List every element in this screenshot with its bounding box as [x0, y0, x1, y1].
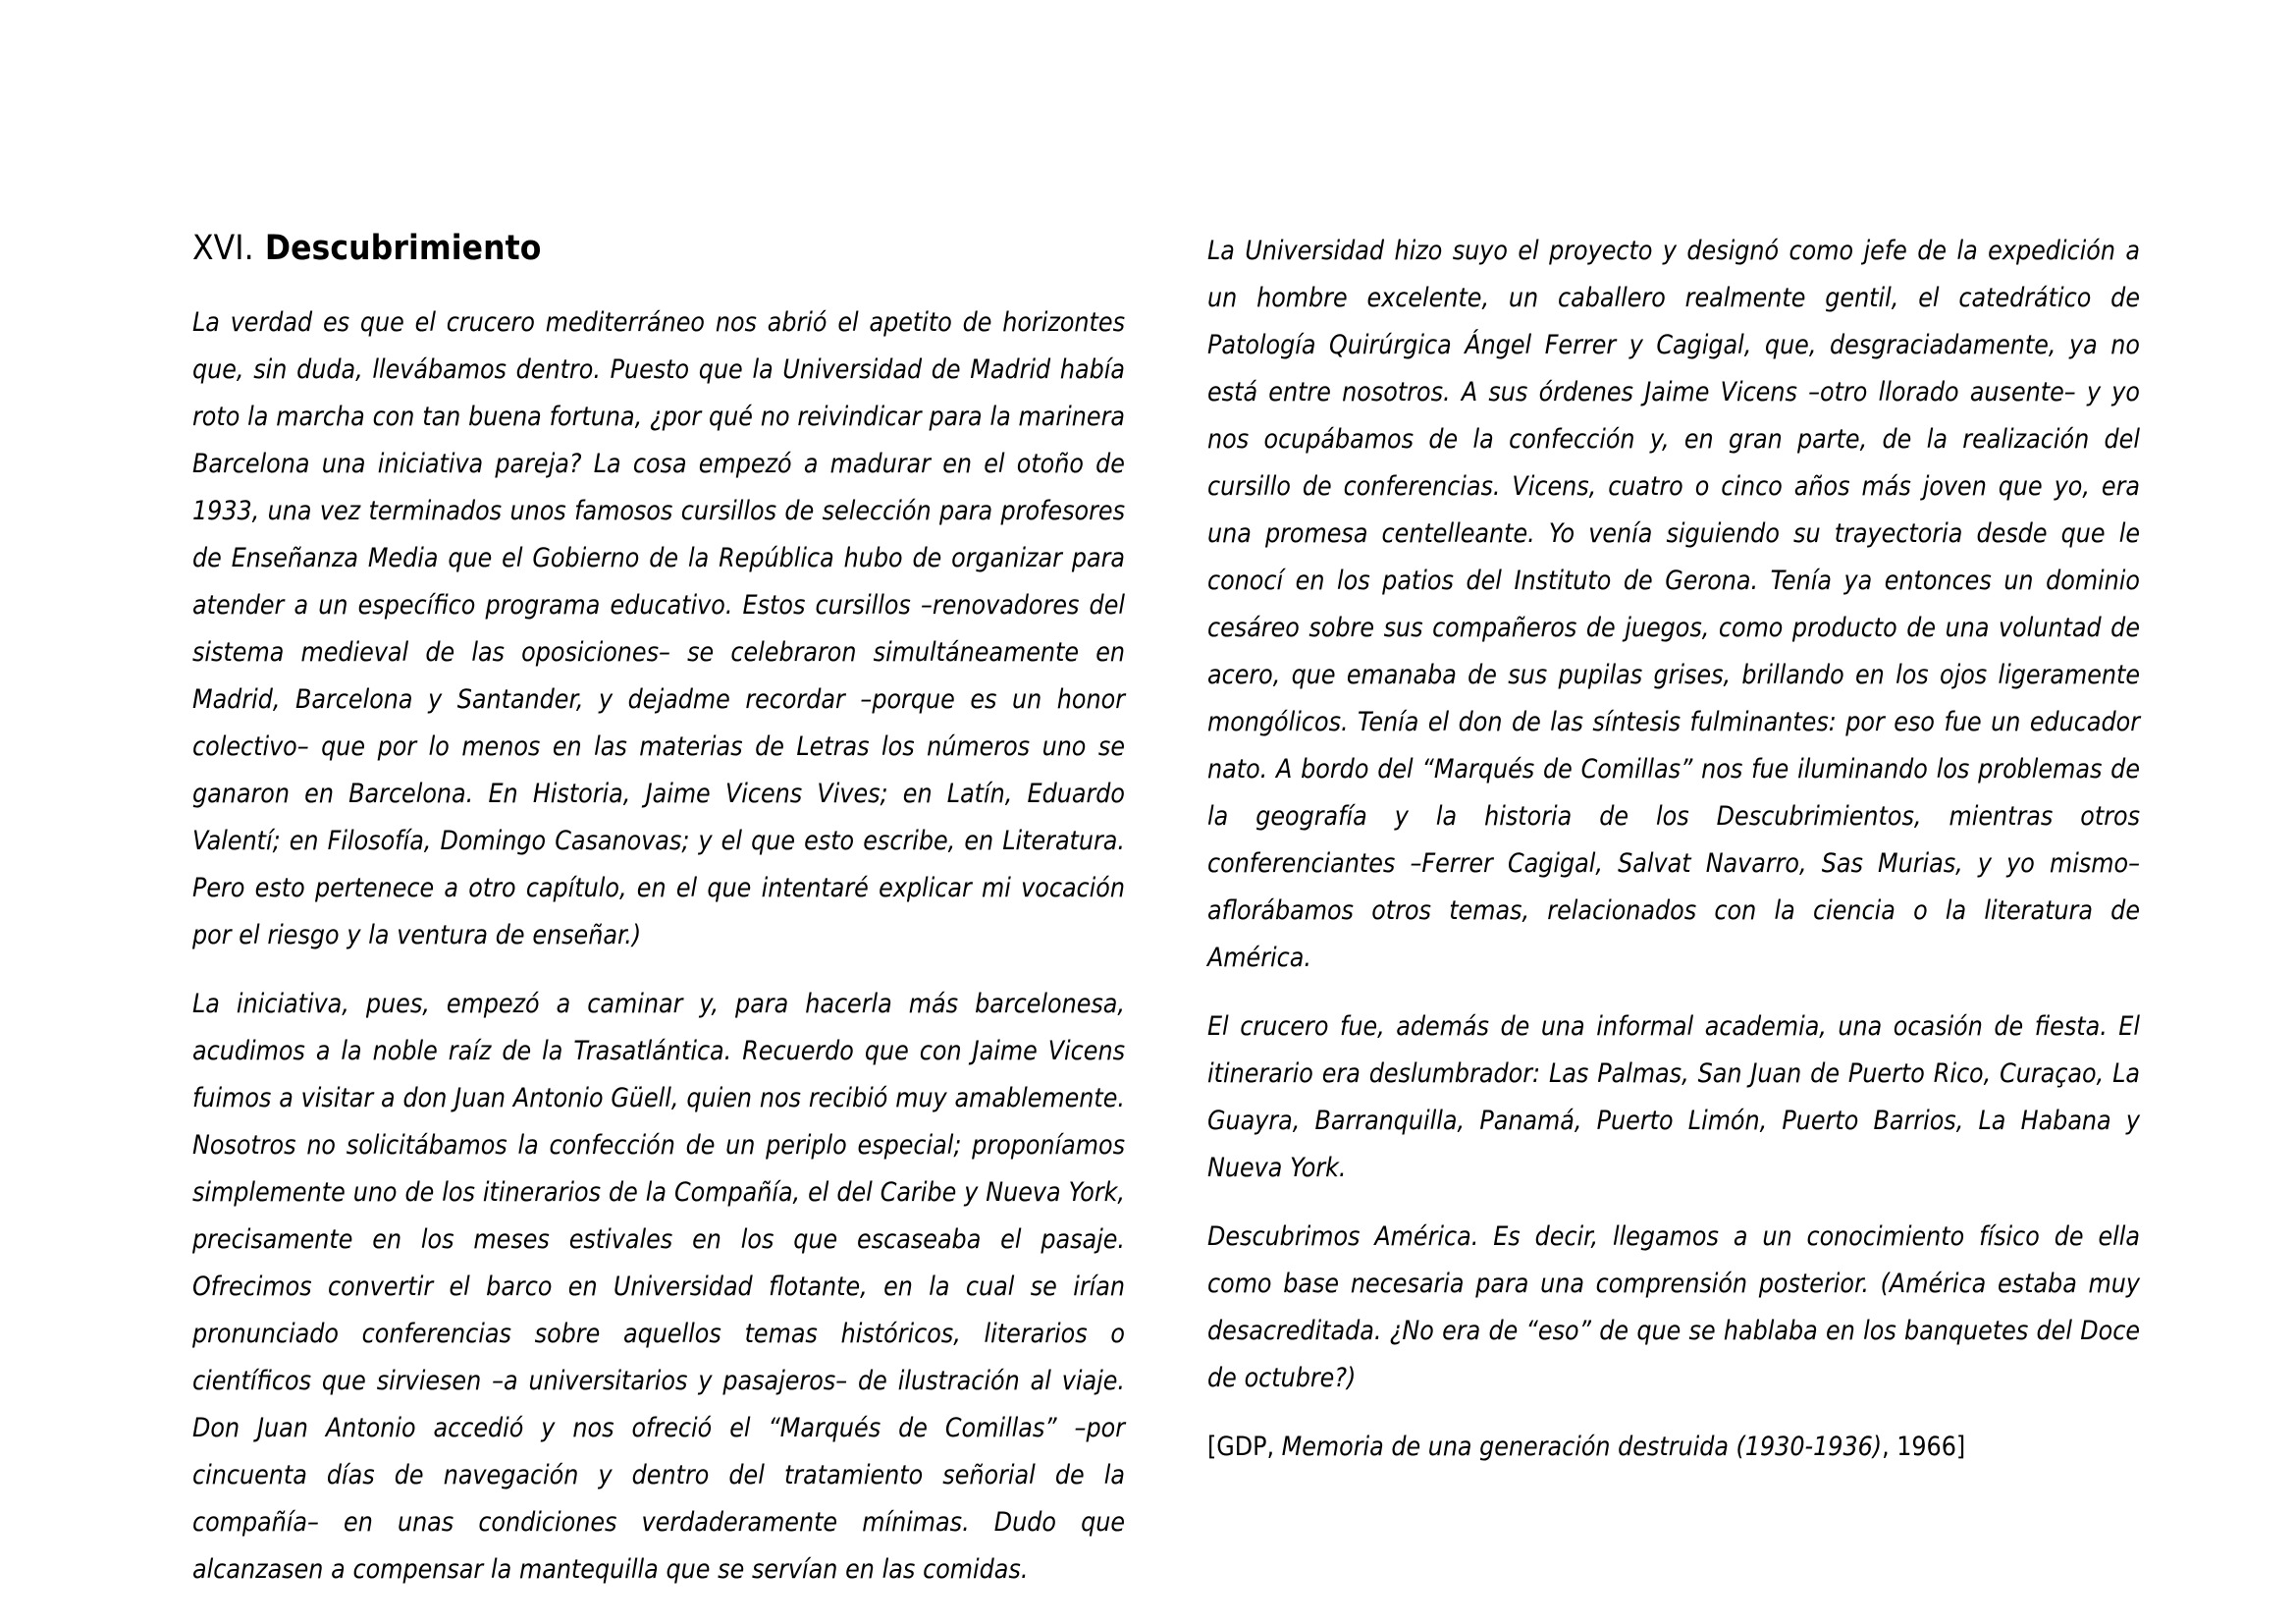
right-paragraph-2: El crucero fue, además de una informal academia, una ocasión de fiesta. El itinerario era deslumbrador: Las Palmas, San Juan de Puerto Rico, Curaçao, La Guayra, Barranquilla, Panamá, Puerto Limón, Puerto Barrios, La Habana y Nueva York. [1207, 1011, 2140, 1183]
page-title [192, 228, 1125, 269]
left-paragraph-2: La iniciativa, pues, empezó a caminar y, para hacerla más barcelonesa, acudimos a la noble raíz de la Trasatlántica. Recuerdo que con Jaime Vicens fuimos a visitar a don Juan Antonio Güell, quien nos recibió muy amablemente. Nosotros no solicitábamos la confección de un periplo especial; proponíamos simplemente uno de los itinerarios de la Compañía, el del Caribe y Nueva York, precisamente en los meses estivales en los que escaseaba el pasaje. Ofrecimos convertir el barco en Universidad flotante, en la cual se irían pronunciado conferencias sobre aquellos temas históricos, literarios o científicos que sirviesen –a universitarios y pasajeros– de ilustración al viaje. Don Juan Antonio accedió y nos ofreció el “Marqués de Comillas” –por cincuenta días de navegación y dentro del tratamiento señorial de la compañía– en unas condiciones verdaderamente mínimas. Dudo que alcanzasen a compensar la mantequilla que se servían en las comidas. [192, 989, 1125, 1585]
citation-suffix: , 1966] [1882, 1432, 1966, 1462]
right-paragraph-1: La Universidad hizo suyo el proyecto y designó como jefe de la expedición a un hombre excelente, un caballero realmente gentil, el catedrático de Patología Quirúrgica Ángel Ferrer y Cagigal, que, desgraciadamente, ya no está entre nosotros. A sus órdenes Jaime Vicens –otro llorado ausente– y yo nos ocupábamos de la confección y, en gran parte, de la realización del cursillo de conferencias. Vicens, cuatro o cinco años más joven que yo, era una promesa centelleante. Yo venía siguiendo su trayectoria desde que le conocí en los patios del Instituto de Gerona. Tenía ya entonces un dominio cesáreo sobre sus compañeros de juegos, como producto de una voluntad de acero, que emanaba de sus pupilas grises, brillando en los ojos ligeramente mongólicos. Tenía el don de las síntesis fulminantes: por eso fue un educador nato. A bordo del “Marqués de Comillas” nos fue iluminando los problemas de la geografía y la historia de los Descubrimientos, mientras otros conferenciantes –Ferrer Cagigal, Salvat Navarro, Sas Murias, y yo mismo– aflorábamos otros temas, relacionados con la ciencia o la literatura de América. [1207, 236, 2140, 973]
citation-prefix: [GDP, [1207, 1432, 1282, 1462]
right-paragraph-3: Descubrimos América. Es decir, llegamos a un conocimiento físico de ella como base necesaria para una comprensión posterior. (América estaba muy desacreditada. ¿No era de “eso” de que se hablaba en los banquetes del Doce de octubre?) [1207, 1221, 2140, 1393]
source-citation [1207, 1424, 2140, 1471]
chapter-name: Descubrimiento [264, 229, 542, 268]
left-column [192, 228, 1125, 1594]
left-paragraph-1: La verdad es que el crucero mediterráneo nos abrió el apetito de horizontes que, sin duda, llevábamos dentro. Puesto que la Universidad de Madrid había roto la marcha con tan buena fortuna, ¿por qué no reivindicar para la marinera Barcelona una iniciativa pareja? La cosa empezó a madurar en el otoño de 1933, una vez terminados unos famosos cursillos de selección para profesores de Enseñanza Media que el Gobierno de la República hubo de organizar para atender a un específico programa educativo. Estos cursillos –renovadores del sistema medieval de las oposiciones– se celebraron simultáneamente en Madrid, Barcelona y Santander, y dejadme recordar –porque es un honor colectivo– que por lo menos en las materias de Letras los números uno se ganaron en Barcelona. En Historia, Jaime Vicens Vives; en Latín, Eduardo Valentí; en Filosofía, Domingo Casanovas; y el que esto escribe, en Literatura. Pero esto pertenece a otro capítulo, en el que intentaré explicar mi vocación por el riesgo y la ventura de enseñar.) [192, 307, 1125, 950]
chapter-numeral: XVI. [192, 229, 254, 268]
right-column [1207, 228, 2140, 1594]
two-column-layout [192, 228, 2141, 1594]
citation-work-title: Memoria de una generación destruida (1930-1936) [1281, 1432, 1883, 1462]
